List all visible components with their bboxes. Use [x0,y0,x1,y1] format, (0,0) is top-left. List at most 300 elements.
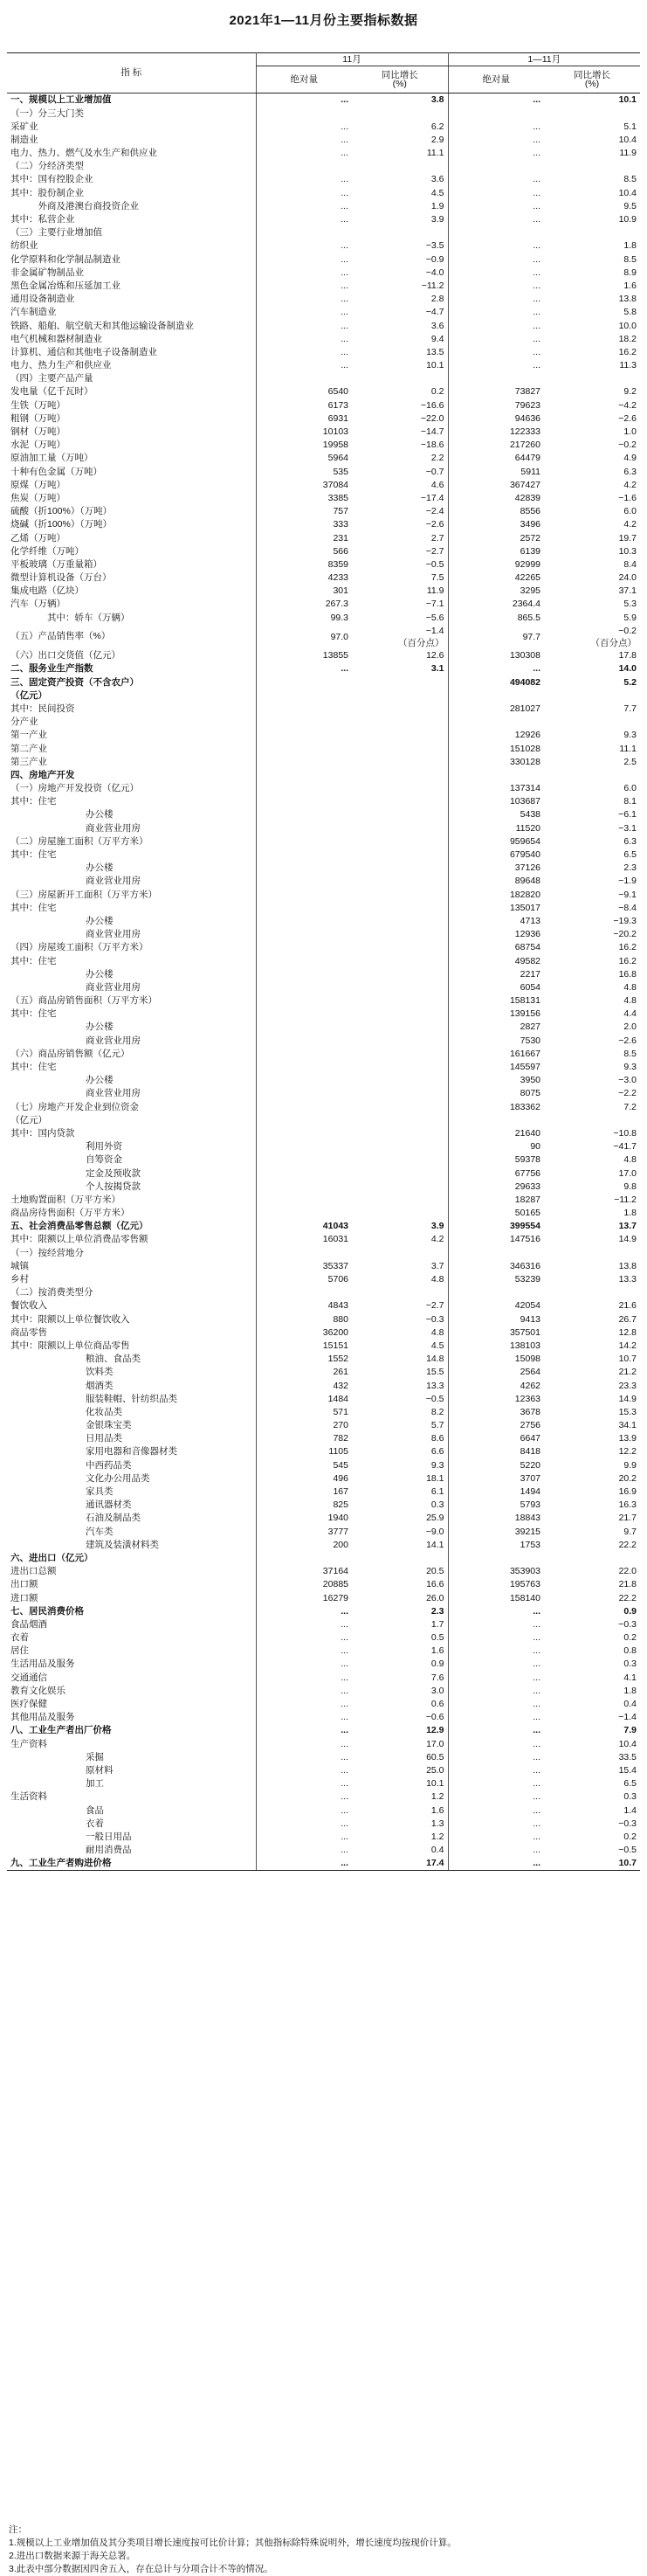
ytd-absolute-value: 5793 [448,1499,544,1512]
month-absolute-value: 545 [256,1458,352,1472]
table-row [7,1445,640,1458]
ytd-growth-value: 9.3 [623,730,637,741]
month-absolute-value: 496 [256,1472,352,1485]
row-label: 其中：住宅 [10,1062,57,1072]
month-absolute-value: ... [256,1764,352,1777]
ytd-absolute-value [448,769,544,782]
row-label: 教育文化娱乐 [10,1685,65,1696]
ytd-growth-value: 7.7 [623,703,637,714]
ytd-growth-value: 4.9 [623,453,637,464]
table-row [7,1127,640,1140]
month-growth-value [352,1552,448,1565]
month-growth-value [352,821,448,834]
table-row [7,1207,640,1220]
ytd-growth-value: 22.2 [618,1592,637,1603]
month-absolute-value: ... [256,1671,352,1684]
table-row [7,782,640,795]
month-growth-value: 3.8 [430,94,444,106]
month-absolute-value [256,981,352,994]
ytd-growth-value: 4.8 [623,1154,637,1166]
table-row [7,346,640,359]
row-label: （二）房屋施工面积（万平方米） [10,835,148,847]
row-label: 乙烯（万吨） [10,532,65,544]
ytd-growth-value: 11.3 [619,360,637,371]
month-absolute-value: ... [256,1857,352,1871]
month-growth-value [352,703,448,716]
ytd-growth-value: −2.2 [618,1088,637,1099]
row-label: 乡村 [10,1274,29,1285]
month-growth-value [352,808,448,821]
ytd-growth-value: 8.5 [623,253,637,265]
month-growth-value: 12.6 [426,650,444,661]
ytd-absolute-value: 3707 [448,1472,544,1485]
month-growth-value [352,1180,448,1193]
month-growth-value [352,1194,448,1207]
row-label: 商业营业用房 [86,981,141,993]
month-growth-value: −0.5 [425,558,444,570]
month-growth-value: 2.8 [430,294,444,305]
month-absolute-value: ... [256,319,352,332]
footnote-heading: 注： [9,2524,27,2535]
ytd-absolute-value: 3295 [448,585,544,598]
table-row [7,662,640,675]
ytd-growth-value: 10.0 [618,320,637,331]
ytd-absolute-value: ... [448,306,544,319]
table-row [7,848,640,862]
month-growth-value [352,1140,448,1153]
table-row [7,821,640,834]
month-absolute-value [256,1100,352,1113]
ytd-growth-value: 4.1 [623,1672,637,1683]
ytd-absolute-value: 346316 [448,1259,544,1272]
row-label: 利用外资 [86,1141,122,1153]
indicator-header: 指 标 [7,53,256,93]
ytd-growth-value [544,716,640,729]
ytd-absolute-value: ... [448,319,544,332]
ytd-absolute-value: 217260 [448,439,544,452]
ytd-growth-value: 21.2 [618,1367,637,1378]
ytd-growth-value: 1.8 [623,1685,637,1696]
ytd-absolute-value: 151028 [448,742,544,755]
statistics-table [7,52,640,1871]
table-row [7,625,640,649]
month-growth-value: 11.9 [426,585,444,597]
ytd-absolute-value: ... [448,147,544,160]
table-row [7,385,640,398]
month-growth-value: 0.6 [430,1699,444,1709]
ytd-absolute-value: ... [448,1618,544,1631]
month-growth-value: 4.8 [430,1274,444,1285]
month-growth-value: −16.6 [420,399,444,411]
row-label: 餐饮收入 [10,1300,47,1312]
table-row [7,1565,640,1578]
table-row [7,280,640,293]
month-absolute-value: ... [256,266,352,279]
row-label: 其中：私营企业 [10,214,75,225]
table-row [7,1538,640,1551]
row-label: 分产业 [10,717,38,728]
row-label: 其中：限额以上单位消费品零售额 [10,1234,148,1245]
month-absolute-value: ... [256,1750,352,1763]
ytd-absolute-value: 195763 [448,1578,544,1591]
month-growth-value [352,755,448,768]
month-growth-value: 1.2 [430,1831,444,1842]
ytd-absolute-value: ... [448,93,544,107]
row-label: 原油加工量（万吨） [10,453,93,464]
month-growth-value: 0.3 [430,1499,444,1511]
month-growth-value: −0.5 [425,1393,444,1404]
ytd-absolute-value: 158140 [448,1591,544,1604]
ytd-growth-value: −2.6 [618,1035,637,1046]
table-row [7,1724,640,1737]
ytd-growth-value: 7.9 [623,1725,637,1736]
ytd-growth-value: −8.4 [618,902,637,913]
row-label: 食品 [86,1804,104,1816]
month-growth-value [352,226,448,239]
month-growth-value [352,372,448,385]
month-growth-value [352,875,448,888]
table-row [7,1499,640,1512]
row-label: 采矿业 [10,121,38,132]
month-absolute-value [256,1113,352,1126]
table-row [7,186,640,199]
ytd-absolute-value: 5911 [448,465,544,478]
ytd-growth-value: −6.1 [618,809,637,821]
row-label: （四）房屋竣工面积（万平方米） [10,942,148,953]
ytd-absolute-value: ... [448,1604,544,1617]
month-growth-value [352,1286,448,1299]
month-growth-value [352,941,448,954]
ytd-growth-value: 10.9 [618,214,637,225]
ytd-growth-value: −10.8 [613,1127,637,1139]
month-growth-value: 20.5 [426,1566,444,1577]
ytd-growth-value: 16.9 [618,1486,637,1497]
month-absolute-value: 3777 [256,1525,352,1538]
table-row [7,134,640,147]
month-growth-value: 11.1 [426,148,444,159]
month-growth-value: 3.7 [430,1260,444,1271]
month-growth-value: −7.1 [425,599,444,610]
month-absolute-value [256,888,352,901]
row-label: 通用设备制造业 [10,294,75,305]
row-label: 城镇 [10,1260,29,1271]
row-label: 服装鞋帽、针纺织品类 [86,1393,177,1404]
ytd-growth-value: 13.7 [618,1221,637,1232]
row-label: 加工 [86,1778,104,1790]
month-absolute-value: 13855 [256,649,352,662]
month-absolute-value [256,808,352,821]
ytd-growth-value: 7.2 [623,1101,637,1112]
row-label: 商业营业用房 [86,929,141,940]
row-label: 商业营业用房 [86,876,141,887]
month-growth-value: 1.9 [430,200,444,211]
table-row [7,1512,640,1525]
ytd-growth-value: −0.3 [618,1618,637,1630]
row-label: 耐用消费品 [86,1845,132,1856]
month-growth-value [352,994,448,1008]
ytd-growth-value [544,1552,640,1565]
ytd-growth-value: 6.3 [623,466,637,477]
row-label: 建筑及装潢材料类 [86,1539,159,1550]
row-label: （亿元） [10,1114,47,1125]
ytd-absolute-value: 161667 [448,1047,544,1060]
ytd-absolute-value: 353903 [448,1565,544,1578]
month-growth-value: −2.7 [425,545,444,557]
row-label: （二）分经济类型 [10,161,84,172]
row-label: 化学纤维（万吨） [10,545,84,557]
row-label: 采掘 [86,1751,104,1762]
month-absolute-value: ... [256,359,352,372]
footnotes [9,2524,457,2576]
ytd-growth-value: 14.9 [618,1234,637,1245]
month-absolute-value: 10103 [256,426,352,439]
month-absolute-value [256,1207,352,1220]
row-label: 纺织业 [10,240,38,252]
month-growth-value [352,769,448,782]
table-row [7,769,640,782]
row-label: 一般日用品 [86,1831,132,1842]
ytd-growth-value: 12.8 [618,1326,637,1338]
table-row [7,1618,640,1631]
ytd-absolute-value: 21640 [448,1127,544,1140]
period2-header: 1—11月 [448,53,640,66]
row-label: 钢材（万吨） [10,426,65,438]
month-growth-value: 4.8 [430,1326,444,1338]
ytd-growth-value: 10.7 [618,1354,637,1365]
row-label: 其中：限额以上单位商品零售 [10,1340,130,1351]
row-label: 食品烟酒 [10,1618,47,1630]
month-absolute-value [256,1034,352,1047]
table-row [7,954,640,967]
month-absolute-value: ... [256,1631,352,1645]
ytd-growth-value: 2.3 [623,862,637,874]
month-growth-value: −17.4 [420,492,444,503]
month-growth-value: −4.7 [425,307,444,318]
row-label: 商品零售 [10,1326,47,1338]
table-row [7,478,640,491]
footnote: 2.进出口数据来源于海关总署。 [9,2551,136,2561]
ytd-growth-value: 16.3 [618,1499,637,1511]
month-absolute-value [256,769,352,782]
ytd-absolute-value: ... [448,1737,544,1750]
ytd-absolute-value: 399554 [448,1220,544,1233]
month-absolute-value: 167 [256,1485,352,1499]
ytd-absolute-value: ... [448,1844,544,1857]
table-row [7,1525,640,1538]
ytd-growth-value: 5.1 [623,121,637,132]
month-absolute-value: 15151 [256,1340,352,1353]
ytd-absolute-value: ... [448,1724,544,1737]
row-label: （亿元） [10,689,47,701]
ytd-absolute-value: 3950 [448,1074,544,1087]
row-label: 商业营业用房 [86,822,141,834]
month-growth-value: 25.0 [426,1764,444,1776]
table-row [7,703,640,716]
month-growth-value [352,1047,448,1060]
row-label: （五）商品房销售面积（万平方米） [10,995,157,1007]
row-label: 办公楼 [86,968,114,980]
row-label: 黑色金属冶炼和压延加工业 [10,280,120,291]
month-absolute-value: 261 [256,1366,352,1379]
ytd-growth-value: 33.5 [618,1751,637,1762]
ytd-absolute-value: ... [448,173,544,186]
ytd-growth-value: 8.4 [623,558,637,570]
month-absolute-value: ... [256,332,352,345]
month-absolute-value [256,1008,352,1021]
ytd-growth-value: 5.2 [623,676,637,688]
month-absolute-value: 5964 [256,452,352,465]
table-row [7,1698,640,1711]
table-row [7,439,640,452]
row-label: 办公楼 [86,862,114,874]
ytd-growth-value: 16.2 [618,346,637,357]
ytd-growth-value: 24.0 [618,572,637,584]
row-label: 化妆品类 [86,1406,122,1417]
table-row [7,1008,640,1021]
row-label: 其中：限额以上单位餐饮收入 [10,1313,130,1325]
table-row [7,1340,640,1353]
row-label: 土地购置面积（万平方米） [10,1194,120,1205]
ytd-absolute-value: ... [448,1790,544,1804]
ytd-absolute-value: 103687 [448,795,544,808]
table-row [7,226,640,239]
ytd-growth-value: 8.9 [623,267,637,278]
table-row [7,452,640,465]
ytd-absolute-value: 53239 [448,1273,544,1286]
month-absolute-value: 4233 [256,571,352,585]
month-absolute-value [256,875,352,888]
table-row [7,1658,640,1671]
row-label: 其中：住宅 [10,902,57,913]
ytd-growth-value: 9.2 [623,386,637,398]
month-absolute-value: 432 [256,1379,352,1392]
month-absolute-value [256,107,352,120]
month-growth-value: −9.0 [425,1526,444,1537]
ytd-growth-value: 6.3 [623,835,637,847]
month-growth-value [352,834,448,848]
ytd-absolute-value: 138103 [448,1340,544,1353]
ytd-growth-value: 10.4 [618,1738,637,1749]
table-row [7,834,640,848]
table-row [7,716,640,729]
row-label: 其中：轿车（万辆） [10,612,130,623]
row-label: 商品房待售面积（万平方米） [10,1208,130,1219]
table-row [7,544,640,557]
row-label: 四、房地产开发 [10,769,75,780]
table-row [7,649,640,662]
table-row [7,107,640,120]
month-absolute-value: 16279 [256,1591,352,1604]
row-label: 衣着 [10,1632,29,1644]
month-growth-value: 16.6 [426,1579,444,1590]
table-row [7,200,640,213]
month-absolute-value: 20885 [256,1578,352,1591]
ytd-growth-value [544,1113,640,1126]
ytd-growth-value: 15.4 [618,1764,637,1776]
table-row [7,1458,640,1472]
ytd-absolute-value: 12926 [448,729,544,742]
table-row [7,505,640,518]
table-row [7,1299,640,1312]
ytd-growth-value: −19.3 [613,915,637,926]
table-row [7,1366,640,1379]
row-label: 商业营业用房 [86,1035,141,1046]
ytd-absolute-value: 281027 [448,703,544,716]
table-row [7,901,640,914]
month-absolute-value: 825 [256,1499,352,1512]
row-label: 医疗保健 [10,1699,47,1709]
table-row [7,1140,640,1153]
row-label: 第二产业 [10,743,47,754]
month-absolute-value [256,1180,352,1193]
table-row [7,213,640,226]
month-growth-value [352,1034,448,1047]
row-label: 平板玻璃（万重量箱） [10,558,102,570]
table-row [7,1764,640,1777]
month-absolute-value: ... [256,134,352,147]
table-row [7,729,640,742]
table-row [7,332,640,345]
ytd-growth-value: 21.7 [618,1513,637,1524]
month-growth-value: 14.1 [426,1539,444,1550]
month-absolute-value: ... [256,1604,352,1617]
ytd-absolute-value: 2572 [448,531,544,544]
table-row [7,1711,640,1724]
month-absolute-value [256,1153,352,1167]
row-label: 居住 [10,1645,29,1657]
month-growth-value: 7.5 [430,572,444,584]
row-label: （七）房地产开发企业到位资金 [10,1101,139,1112]
ytd-growth-value: 21.6 [618,1300,637,1312]
month-growth-value: −0.3 [425,1313,444,1325]
month-absolute-value: 231 [256,531,352,544]
ytd-absolute-value: 139156 [448,1008,544,1021]
ytd-growth-value: 8.5 [623,174,637,185]
row-label: 衣着 [86,1818,104,1829]
ytd-growth-value: −1.9 [618,876,637,887]
row-label: 三、固定资产投资（不含农户） [10,676,139,688]
row-label: （四）主要产品产量 [10,373,93,384]
ytd-absolute-value: 12363 [448,1392,544,1405]
month-absolute-value: ... [256,147,352,160]
ytd-growth-value: −2.6 [618,412,637,424]
table-row [7,1259,640,1272]
month-absolute-value: ... [256,280,352,293]
month-growth-value: −3.5 [425,240,444,252]
row-label: 集成电路（亿块） [10,585,84,597]
month-absolute-value: ... [256,1711,352,1724]
row-label: 制造业 [10,134,38,145]
ytd-growth-value: −1.6 [618,492,637,503]
month-growth-value [352,1167,448,1180]
month-growth-value [352,1074,448,1087]
table-row [7,253,640,266]
month-absolute-value [256,967,352,980]
month-growth-value [352,1246,448,1259]
month-growth-value [352,1127,448,1140]
ytd-absolute-value: ... [448,1698,544,1711]
month-growth-value [352,742,448,755]
ytd-absolute-value [448,1552,544,1565]
month-growth-value: 4.5 [430,1340,444,1351]
month-growth-value [352,1008,448,1021]
month-absolute-value: 1552 [256,1353,352,1366]
month-absolute-value: 6931 [256,412,352,426]
month-absolute-value [256,848,352,862]
table-row [7,398,640,412]
month-growth-value [352,689,448,702]
row-label: 商业营业用房 [86,1088,141,1099]
